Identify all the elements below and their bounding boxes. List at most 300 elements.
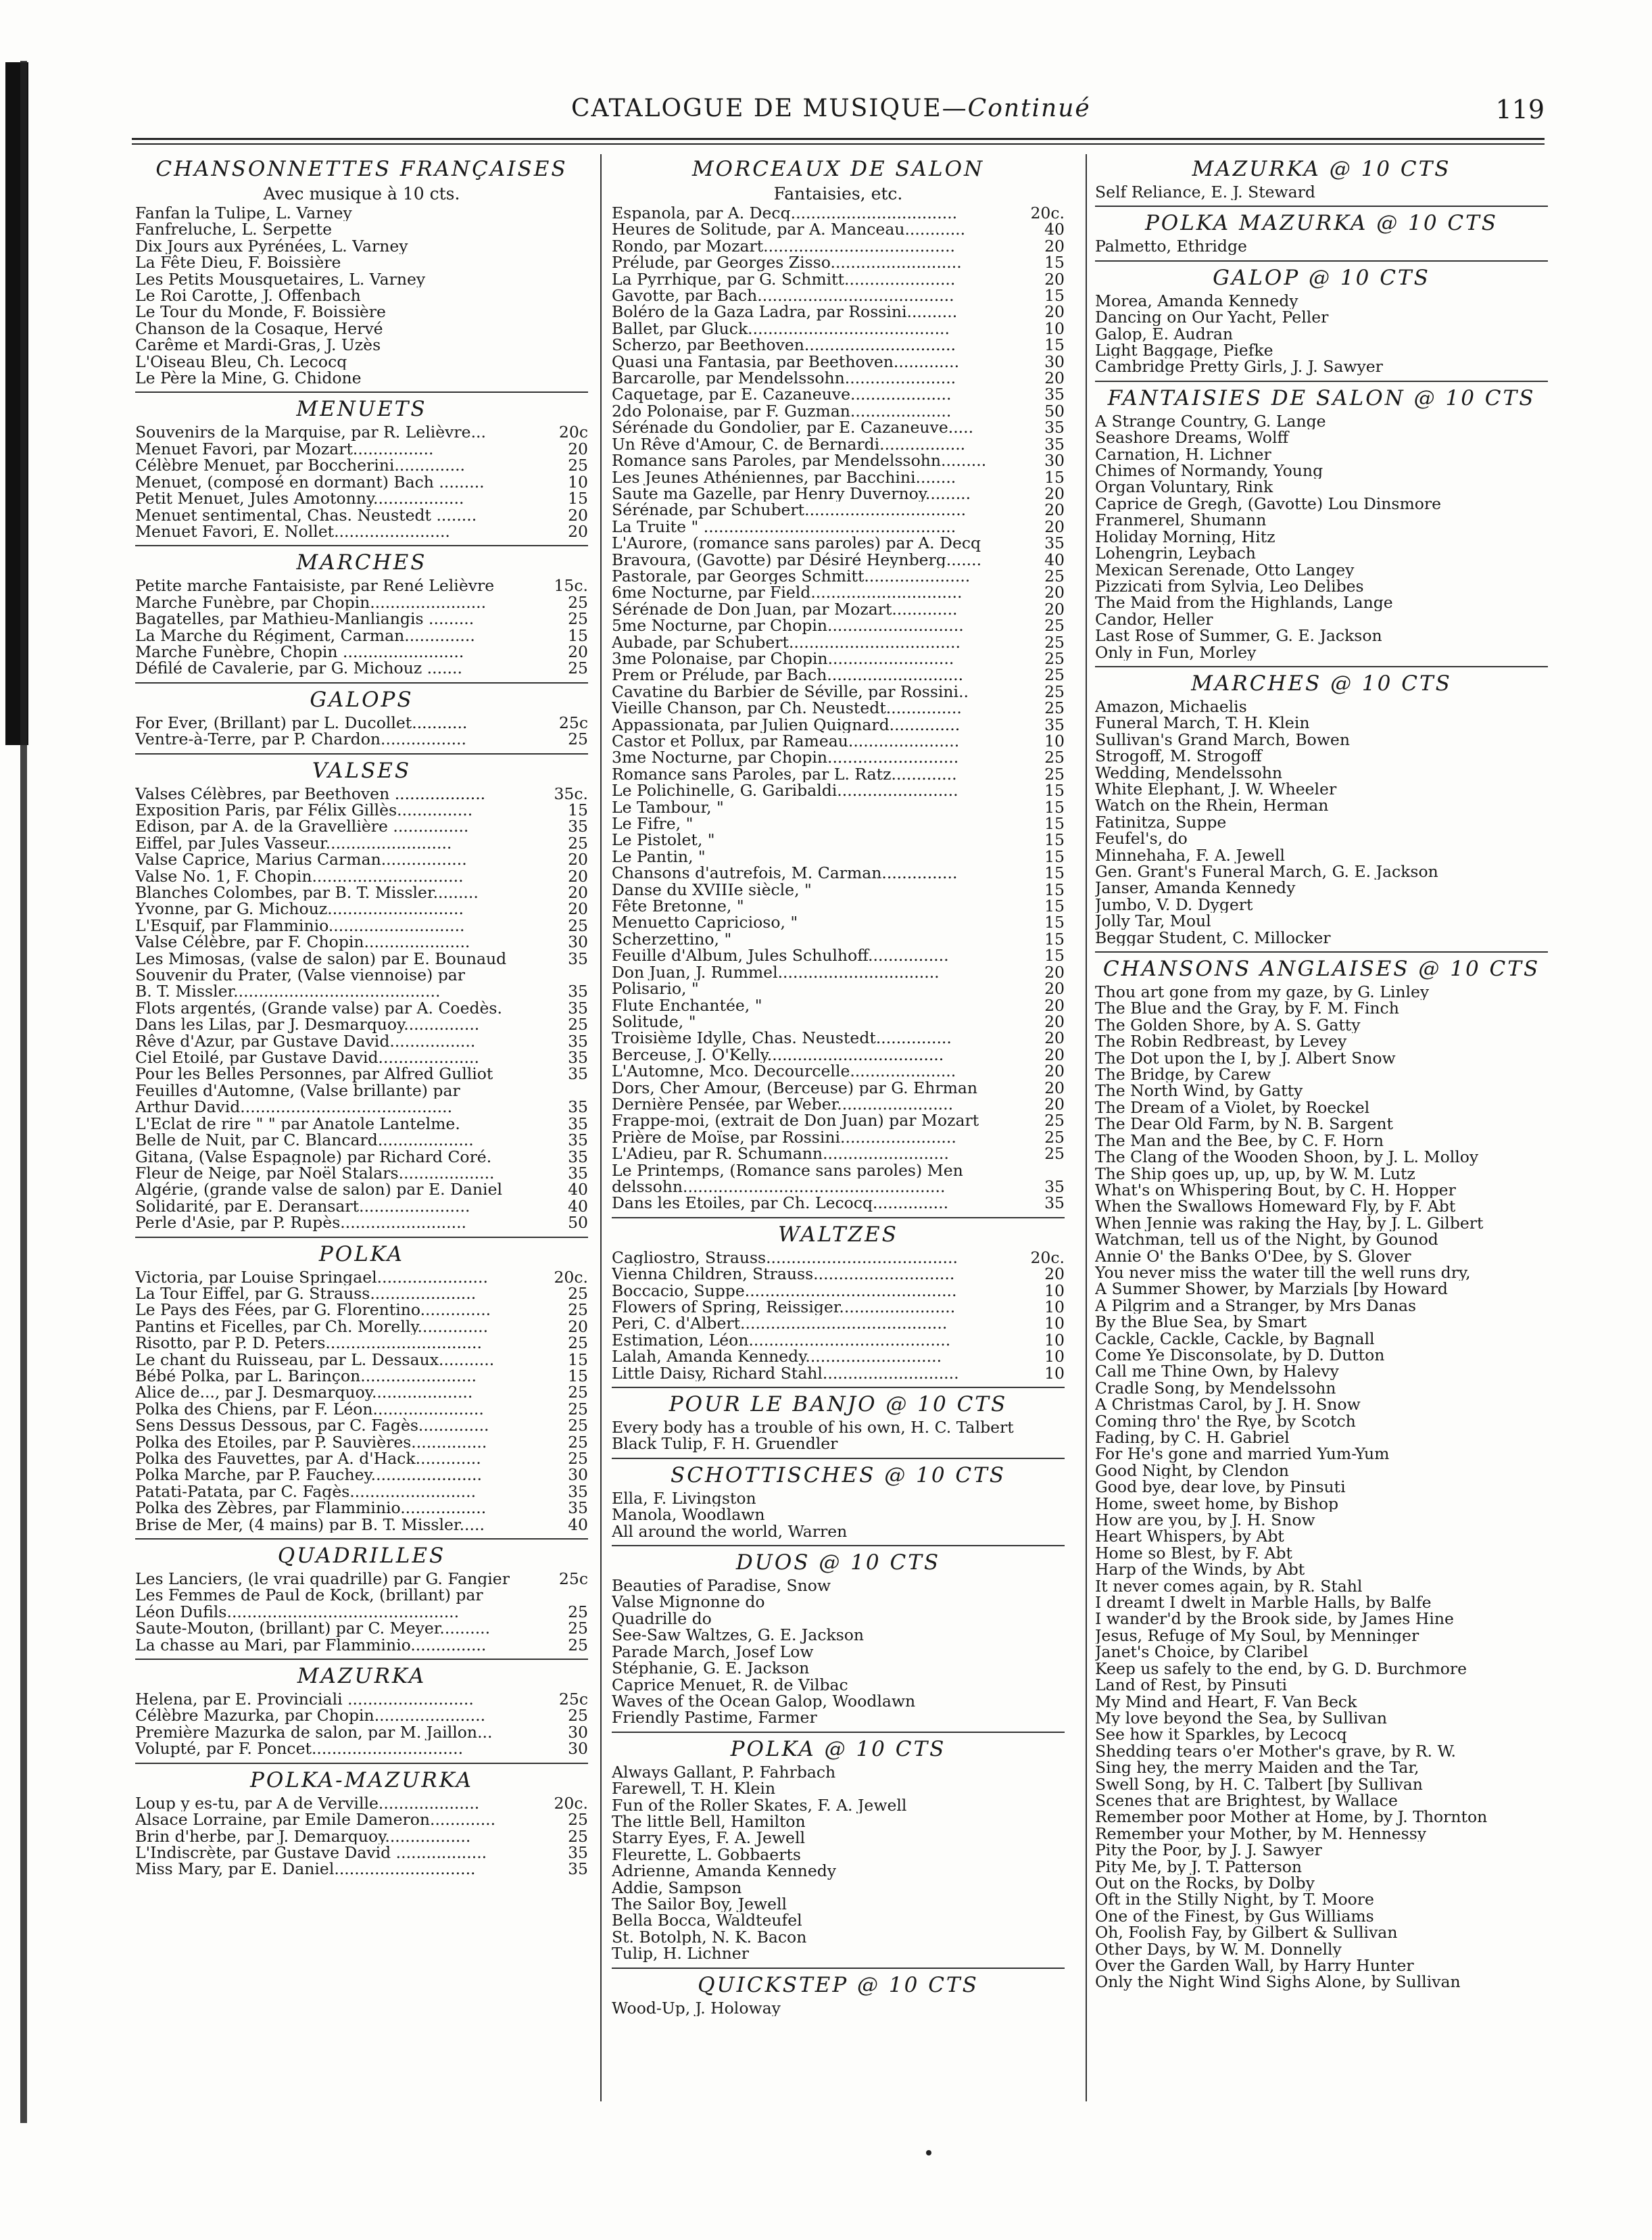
page-binding-line <box>20 61 27 2123</box>
catalog-entry <box>612 997 1065 1014</box>
entry-price: 50 <box>1044 401 1065 421</box>
catalog-entry <box>1095 293 1548 309</box>
entry-price <box>1520 1446 1548 1462</box>
entry-price <box>1520 594 1548 611</box>
catalog-entry <box>1095 1726 1548 1742</box>
entry-title: Wedding, Mendelssohn <box>1095 764 1282 781</box>
entry-price <box>1520 293 1548 309</box>
entry-title: Call me Thine Own, by Halevy <box>1095 1363 1339 1380</box>
catalog-entry <box>1095 1017 1548 1033</box>
catalog-entry <box>135 370 588 386</box>
entry-price <box>1520 1859 1548 1875</box>
entry-title: La chasse au Mari, par Flamminio............... <box>135 1636 487 1654</box>
catalog-entry <box>612 1129 1065 1145</box>
entry-price <box>1520 1710 1548 1726</box>
entry-price <box>1036 1912 1065 1928</box>
catalog-entry <box>612 568 1065 584</box>
catalog-section <box>612 1387 1065 1452</box>
catalog-entry <box>612 1266 1065 1282</box>
entry-title: Palmetto, Ethridge <box>1095 238 1247 255</box>
entry-price <box>1520 1133 1548 1149</box>
entry-price <box>1520 1429 1548 1446</box>
entry-title: Feufel's, do <box>1095 830 1188 847</box>
entry-title: Feuilles d'Automne, (Valse brillante) par <box>135 1082 460 1099</box>
entry-price <box>1520 1759 1548 1776</box>
entry-price: 30 <box>568 1739 588 1759</box>
catalog-entry <box>135 1016 588 1032</box>
entry-price <box>1520 1908 1548 1924</box>
entry-title: A Strange Country, G. Lange <box>1095 412 1326 430</box>
entry-title: Peri, C. d'Albert......................................... <box>612 1315 948 1332</box>
entry-price: 35 <box>568 1498 588 1518</box>
catalog-entry <box>612 1693 1065 1709</box>
entry-title: L'Automne, Mco. Decourcelle..................... <box>612 1063 956 1080</box>
section-rule <box>1095 666 1548 667</box>
section-title: MAZURKA <box>297 1664 427 1689</box>
entry-price <box>1520 1380 1548 1396</box>
entry-price: 20 <box>568 505 588 525</box>
entry-price <box>1520 1875 1548 1891</box>
entry-title: Other Days, by W. M. Donnelly <box>1095 1940 1342 1957</box>
entry-price: 25 <box>568 1810 588 1830</box>
section-title: MAZURKA @ 10 CTS <box>1192 157 1451 181</box>
entry-price <box>1520 1578 1548 1594</box>
entry-price <box>1520 1974 1548 1990</box>
entry-price: 10 <box>1044 1314 1065 1333</box>
entry-title: Fleur de Neige, par Noël Stalars................... <box>135 1164 495 1182</box>
entry-title: Cackle, Cackle, Cackle, by Bagnall <box>1095 1330 1375 1347</box>
entry-title: Troisième Idylle, Chas. Neustedt............... <box>612 1030 952 1047</box>
entry-title: Every body has a trouble of his own, H. C. Talbert <box>612 1419 1014 1436</box>
catalog-entry <box>1095 1809 1548 1825</box>
entry-title: Frappe-moi, (extrait de Don Juan) par Mozart <box>612 1112 979 1129</box>
section-title: POLKA-MAZURKA <box>249 1767 474 1792</box>
catalog-entry <box>612 1577 1065 1594</box>
catalog-entry <box>1095 1462 1548 1479</box>
entry-price: 20 <box>1044 1062 1065 1081</box>
entry-price: 40 <box>568 1515 588 1534</box>
entry-title: Dernière Pensée, par Weber....................... <box>612 1095 954 1113</box>
catalog-entry <box>135 1132 588 1148</box>
entry-title: When Jennie was raking the Hay, by J. L. Gilbert <box>1095 1214 1484 1232</box>
entry-price: 35 <box>568 1481 588 1501</box>
entry-price <box>1520 1396 1548 1412</box>
section-title: POLKA MAZURKA @ 10 CTS <box>1144 211 1499 236</box>
entry-title: Pastorale, par Georges Schmitt..................... <box>612 567 971 585</box>
catalog-entry <box>612 815 1065 832</box>
entry-price <box>1520 984 1548 1000</box>
catalog-entry <box>1095 1694 1548 1710</box>
catalog-entry <box>612 1912 1065 1928</box>
entry-price: 25 <box>568 1015 588 1034</box>
catalog-entry <box>135 1828 588 1844</box>
section-rule <box>135 1659 588 1660</box>
entry-price <box>1520 1528 1548 1544</box>
catalog-entry <box>1095 1314 1548 1330</box>
entry-price <box>1520 1116 1548 1132</box>
section-rule <box>135 1237 588 1238</box>
section-title: POLKA @ 10 CTS <box>730 1736 946 1761</box>
catalog-section <box>612 1545 1065 1726</box>
catalog-entry <box>1095 1347 1548 1363</box>
section-title: GALOP @ 10 CTS <box>1213 265 1430 290</box>
entry-price: 25 <box>568 659 588 678</box>
catalog-entry <box>135 1740 588 1757</box>
catalog-entry <box>612 1435 1065 1452</box>
entry-price: 25 <box>1044 566 1065 586</box>
entry-title: Perle d'Asie, par P. Rupès......................... <box>135 1214 467 1231</box>
catalog-entry <box>612 1047 1065 1063</box>
entry-price <box>1520 814 1548 830</box>
catalog-entry <box>1095 627 1548 644</box>
entry-price: 15 <box>1044 830 1065 850</box>
entry-title: Menuet sentimental, Chas. Neustedt ........ <box>135 506 477 523</box>
catalog-entry <box>612 535 1065 551</box>
catalog-entry <box>135 1620 588 1636</box>
catalog-entry <box>612 584 1065 600</box>
entry-price: 35 <box>568 1842 588 1862</box>
entry-price: 25 <box>568 1826 588 1846</box>
entry-price <box>1036 1880 1065 1896</box>
entry-price: 25 <box>568 456 588 475</box>
entry-title: Annie O' the Banks O'Dee, by S. Glover <box>1095 1247 1411 1264</box>
catalog-entry <box>135 490 588 506</box>
catalog-entry <box>612 354 1065 370</box>
catalog-entry <box>135 1500 588 1516</box>
catalog-entry <box>135 1707 588 1723</box>
section-rule <box>1095 951 1548 953</box>
entry-title: Scherzo, par Beethoven.............................. <box>612 337 956 354</box>
entry-title: The Ship goes up, up, up, by W. M. Lutz <box>1095 1165 1415 1182</box>
section-subtitle: Avec musique à 10 cts. <box>263 184 460 204</box>
catalog-entry <box>1095 594 1548 611</box>
entry-price: 35 <box>1044 715 1065 734</box>
entry-title: Eiffel, par Jules Vasseur......................... <box>135 834 452 852</box>
section-rule <box>612 1968 1065 1969</box>
entry-title: A Summer Shower, by Marzials [by Howard <box>1095 1281 1448 1297</box>
catalog-entry <box>612 766 1065 782</box>
catalog-section <box>612 1458 1065 1540</box>
catalog-entry <box>612 1112 1065 1128</box>
catalog-entry <box>1095 1891 1548 1907</box>
entry-title: Strogoff, M. Strogoff <box>1095 748 1262 765</box>
column-right <box>1095 154 1548 2183</box>
entry-price <box>560 271 588 287</box>
catalog-entry <box>1095 529 1548 545</box>
entry-price: 25c <box>558 713 588 732</box>
catalog-entry <box>135 851 588 867</box>
section-rule <box>135 545 588 546</box>
entry-price <box>1520 1050 1548 1066</box>
catalog-entry <box>612 667 1065 683</box>
catalog-entry <box>612 519 1065 535</box>
catalog-entry <box>612 304 1065 320</box>
entry-price <box>1036 1677 1065 1693</box>
entry-price: 20c. <box>1030 204 1065 222</box>
entry-price <box>1520 1611 1548 1627</box>
entry-price <box>1520 184 1548 200</box>
entry-title: Boléro de la Gaza Ladra, par Rossini.......... <box>612 304 958 320</box>
entry-price <box>1520 496 1548 512</box>
entry-price <box>1036 1813 1065 1830</box>
entry-price <box>1036 1846 1065 1863</box>
catalog-entry <box>135 731 588 747</box>
catalog-section <box>612 1732 1065 1962</box>
entry-price: 15 <box>1044 797 1065 817</box>
entry-price <box>1520 429 1548 446</box>
entry-title: Boccacio, Suppe.......................................... <box>612 1282 957 1299</box>
entry-title: Don Juan, J. Rummel................................ <box>612 963 940 981</box>
catalog-entry <box>135 1269 588 1285</box>
section-subtitle: Fantaisies, etc. <box>773 184 903 204</box>
section-rule <box>135 391 588 393</box>
catalog-entry <box>1095 238 1548 254</box>
title-main: CATALOGUE DE MUSIQUE— <box>571 95 968 122</box>
entry-price <box>1520 479 1548 495</box>
catalog-entry <box>135 1483 588 1500</box>
catalog-entry <box>612 1195 1065 1211</box>
catalog-entry <box>135 1099 588 1115</box>
catalog-entry <box>1095 545 1548 561</box>
entry-title: Sérénade, par Schubert................................ <box>612 502 967 519</box>
entry-price <box>1520 1462 1548 1479</box>
catalog-entry <box>135 1811 588 1828</box>
entry-title: 3me Nocturne, par Chopin.......................... <box>612 749 959 766</box>
entry-price <box>1520 1033 1548 1049</box>
title-continued: Continué <box>967 95 1091 122</box>
entry-price: 25 <box>568 1432 588 1452</box>
catalog-entry <box>612 2000 1065 2016</box>
entry-price: 30 <box>568 1465 588 1485</box>
catalog-entry <box>135 1691 588 1707</box>
entry-price: 15c. <box>554 576 588 596</box>
entry-price <box>1520 1957 1548 1974</box>
catalog-entry <box>1095 1099 1548 1116</box>
entry-title: Polka des Etoiles, par P. Sauvières............... <box>135 1433 487 1450</box>
catalog-entry <box>612 1780 1065 1796</box>
entry-title: Souvenir du Prater, (Valse viennoise) par <box>135 967 466 984</box>
catalog-entry <box>135 1149 588 1165</box>
catalog-entry <box>612 1080 1065 1096</box>
catalog-entry <box>1095 814 1548 830</box>
section-title: POLKA <box>318 1241 405 1266</box>
entry-price: 25 <box>568 1416 588 1435</box>
entry-title: Jolly Tar, Moul <box>1095 913 1211 930</box>
entry-price: 35 <box>1044 418 1065 437</box>
catalog-entry <box>612 849 1065 865</box>
entry-price <box>1520 1941 1548 1957</box>
entry-title: L'Oiseau Bleu, Ch. Lecocq <box>135 353 347 371</box>
catalog-entry <box>135 1604 588 1620</box>
catalog-entry <box>135 802 588 818</box>
entry-price: 10 <box>1044 1330 1065 1350</box>
entry-price: 20 <box>568 1316 588 1336</box>
catalog-entry <box>135 1198 588 1214</box>
entry-price <box>1036 1764 1065 1780</box>
entry-price <box>560 304 588 320</box>
entry-title: Light Baggage, Piefke <box>1095 342 1273 359</box>
entry-price <box>560 205 588 221</box>
catalog-section <box>135 753 588 1231</box>
entry-title: Jesus, Refuge of My Soul, by Menninger <box>1095 1627 1419 1644</box>
entry-title: L'Indiscrète, par Gustave David .................. <box>135 1844 487 1861</box>
catalog-entry <box>612 931 1065 947</box>
catalog-section <box>612 1968 1065 2016</box>
entry-title: Brise de Mer, (4 mains) par B. T. Missler..... <box>135 1516 485 1533</box>
entry-title: 3me Polonaise, par Chopin......................... <box>612 650 954 667</box>
catalog-entry <box>135 884 588 901</box>
entry-price <box>1520 627 1548 644</box>
catalog-entry <box>1095 429 1548 446</box>
catalog-entry <box>612 403 1065 419</box>
catalog-entry <box>1095 1941 1548 1957</box>
entry-price: 20 <box>1044 1078 1065 1097</box>
catalog-entry <box>612 1162 1065 1178</box>
entry-price: 15 <box>1044 286 1065 306</box>
catalog-entry <box>135 1861 588 1877</box>
entry-title: Polka Marche, par P. Fauchey...................... <box>135 1467 482 1483</box>
entry-price: 35 <box>568 982 588 1001</box>
entry-price <box>1520 1792 1548 1809</box>
entry-price <box>560 221 588 237</box>
entry-title: The Sailor Boy, Jewell <box>612 1895 787 1913</box>
entry-title: Menuet, (composé en dormant) Bach ......... <box>135 473 485 491</box>
entry-price: 20 <box>568 439 588 458</box>
entry-title: Valse Célèbre, par F. Chopin..................... <box>135 934 470 951</box>
entry-title: A Pilgrim and a Stranger, by Mrs Danas <box>1095 1297 1417 1314</box>
entry-title: Only the Night Wind Sighs Alone, by Sullivan <box>1095 1974 1461 1991</box>
column-divider-2 <box>1086 154 1087 2101</box>
catalog-entry <box>1095 1611 1548 1627</box>
catalog-entry <box>612 980 1065 997</box>
catalog-entry <box>1095 1133 1548 1149</box>
entry-price: 25 <box>568 1706 588 1725</box>
entry-price: 35 <box>568 1048 588 1068</box>
entry-title: Fleurette, L. Gobbaerts <box>612 1846 801 1863</box>
catalog-entry <box>135 1181 588 1197</box>
entry-price <box>1520 913 1548 929</box>
entry-title: Out on the Rocks, by Dolby <box>1095 1874 1315 1892</box>
entry-title: Exposition Paris, par Félix Gillès............... <box>135 801 473 819</box>
entry-price <box>1520 1413 1548 1429</box>
catalog-entry <box>135 254 588 270</box>
catalog-entry <box>135 1434 588 1450</box>
catalog-entry <box>135 1401 588 1417</box>
catalog-entry <box>1095 1396 1548 1412</box>
entry-price: 20 <box>1044 483 1065 503</box>
catalog-entry <box>1095 698 1548 715</box>
entry-title: Le Roi Carotte, J. Offenbach <box>135 287 361 304</box>
catalog-entry <box>612 1846 1065 1863</box>
entry-title: Seashore Dreams, Wolff <box>1095 429 1289 446</box>
entry-price: 25 <box>568 833 588 853</box>
entry-title: Mexican Serenade, Otto Langey <box>1095 561 1355 578</box>
section-rule <box>135 1538 588 1540</box>
entry-price: 25 <box>568 915 588 935</box>
entry-price <box>1520 1082 1548 1099</box>
entry-title: Les Jeunes Athéniennes, par Bacchini........ <box>612 469 956 485</box>
entry-title: Un Rêve d'Amour, C. de Bernardi................. <box>612 435 966 453</box>
section-title: MARCHES <box>296 550 427 575</box>
entry-price <box>1520 1776 1548 1792</box>
entry-price <box>1520 1264 1548 1281</box>
entry-title: Minnehaha, F. A. Jewell <box>1095 847 1285 863</box>
entry-title: Ella, F. Livingston <box>612 1490 756 1507</box>
catalog-entry <box>135 1724 588 1740</box>
entry-title: Farewell, T. H. Klein <box>612 1780 776 1797</box>
catalog-entry <box>135 287 588 304</box>
section-rule <box>612 1458 1065 1459</box>
entry-title: Scenes that are Brightest, by Wallace <box>1095 1792 1398 1809</box>
entry-title: La Marche du Régiment, Carman.............. <box>135 627 475 644</box>
entry-title: The North Wind, by Gatty <box>1095 1082 1303 1099</box>
entry-title: Fun of the Roller Skates, F. A. Jewell <box>612 1796 907 1813</box>
entry-title: Espanola, par A. Decq................................. <box>612 205 958 222</box>
catalog-entry <box>612 749 1065 765</box>
catalog-entry <box>135 1450 588 1467</box>
section-title: VALSES <box>312 758 412 783</box>
entry-title: Last Rose of Summer, G. E. Jackson <box>1095 627 1382 644</box>
entry-title: La Pyrrhique, par G. Schmitt...................... <box>612 270 956 288</box>
entry-price <box>560 1082 588 1099</box>
entry-title: Wood-Up, J. Holoway <box>612 1999 781 2016</box>
catalog-entry <box>1095 1000 1548 1016</box>
entry-title: Victoria, par Louise Springael...................... <box>135 1268 488 1285</box>
catalog-entry <box>612 1365 1065 1381</box>
catalog-entry <box>135 868 588 884</box>
entry-title: Remember your Mother, by M. Hennessy <box>1095 1825 1427 1842</box>
entry-price <box>560 1587 588 1603</box>
entry-title: Ciel Etoilé, par Gustave David.................... <box>135 1049 479 1066</box>
catalog-entry <box>135 951 588 967</box>
catalog-entry <box>135 1417 588 1433</box>
entry-title: Polka des Fauvettes, par A. d'Hack............. <box>135 1450 481 1467</box>
entry-price: 40 <box>568 1196 588 1216</box>
catalog-entry <box>1095 1545 1548 1561</box>
catalog-entry <box>1095 830 1548 847</box>
entry-price: 35 <box>568 1859 588 1879</box>
entry-title: Black Tulip, F. H. Gruendler <box>612 1435 838 1452</box>
entry-price <box>1036 1863 1065 1879</box>
catalog-entry <box>612 238 1065 254</box>
catalog-entry <box>135 507 588 523</box>
entry-price <box>1520 863 1548 880</box>
catalog-entry <box>1095 413 1548 429</box>
entry-price <box>1520 748 1548 764</box>
entry-price: 20 <box>1044 995 1065 1015</box>
catalog-entry <box>612 1096 1065 1112</box>
entry-title: Estimation, Léon........................................ <box>612 1331 951 1349</box>
entry-price: 20 <box>568 899 588 919</box>
entry-title: Le Pays des Fées, par G. Florentino.............. <box>135 1302 491 1318</box>
entry-title: Défilé de Cavalerie, par G. Michouz ....... <box>135 660 462 677</box>
section-rule <box>612 1217 1065 1218</box>
catalog-entry <box>1095 1363 1548 1379</box>
catalog-entry <box>1095 1479 1548 1495</box>
entry-title: Chansons d'autrefois, M. Carman............... <box>612 865 958 882</box>
entry-price <box>1036 1490 1065 1506</box>
section-rule <box>612 1545 1065 1546</box>
entry-price <box>1520 732 1548 748</box>
catalog-entry <box>1095 1231 1548 1247</box>
catalog-entry <box>1095 446 1548 462</box>
entry-price <box>1036 1660 1065 1676</box>
entry-title: Yvonne, par G. Michouz........................... <box>135 901 464 918</box>
catalog-entry <box>135 337 588 353</box>
entry-price: 15 <box>1044 913 1065 932</box>
entry-price: 20 <box>1044 500 1065 520</box>
catalog-entry <box>1095 1859 1548 1875</box>
